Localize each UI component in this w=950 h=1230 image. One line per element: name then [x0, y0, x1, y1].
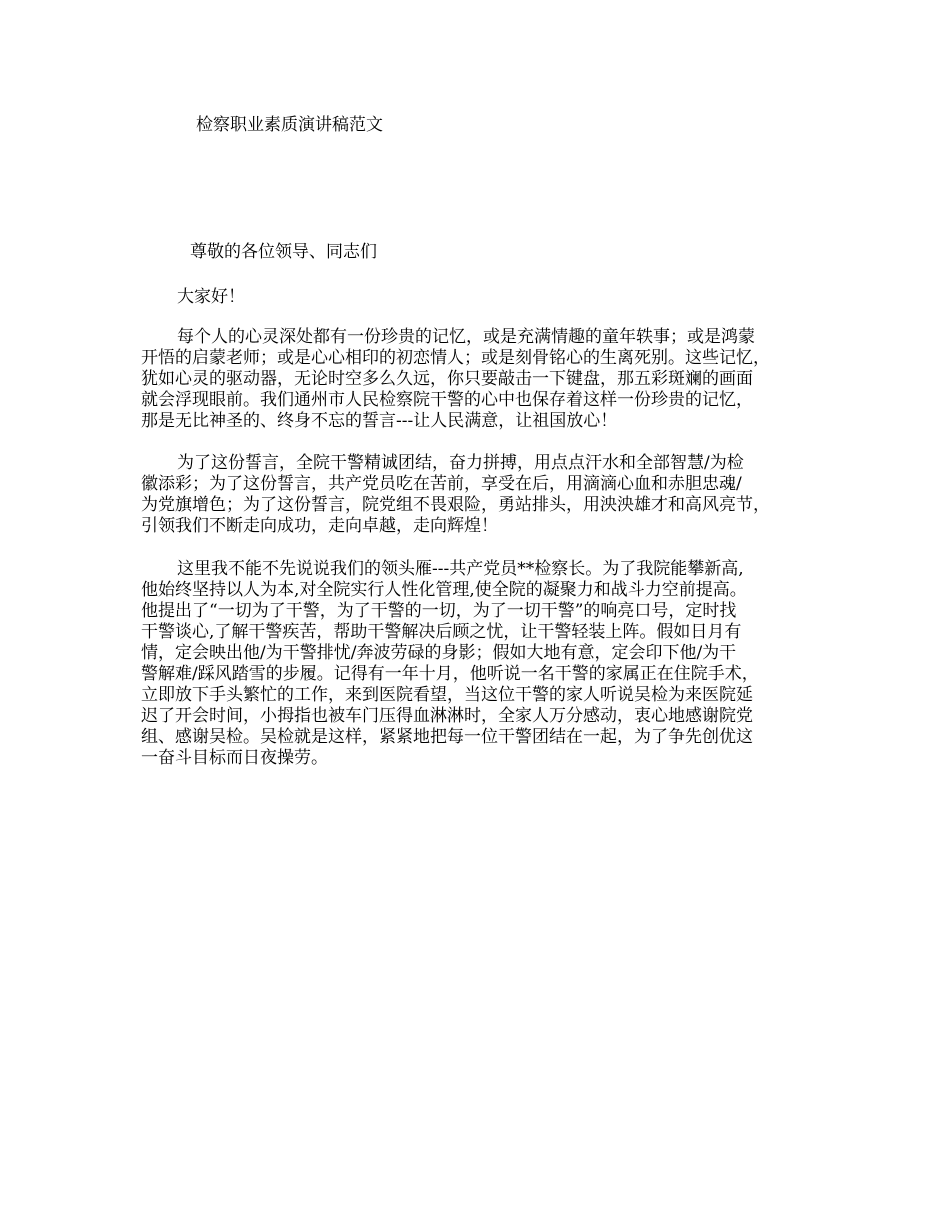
- paragraph-line: 一奋斗目标而日夜操劳。: [141, 748, 328, 768]
- salutation: 尊敬的各位领导、同志们: [190, 242, 377, 262]
- paragraph-line: 组、感谢吴检。吴检就是这样，紧紧地把每一位干警团结在一起，为了争先创优这: [141, 727, 753, 747]
- paragraph-line: 引领我们不断走向成功，走向卓越，走向辉煌！: [141, 516, 498, 536]
- paragraph-line: 情，定会映出他/为干警排忧/奔波劳碌的身影；假如大地有意，定会印下他/为干: [141, 643, 737, 663]
- greeting: 大家好！: [177, 287, 245, 307]
- paragraph-line: 迟了开会时间，小拇指也被车门压得血淋淋时，全家人万分感动，衷心地感谢院党: [141, 706, 753, 726]
- paragraph-line: 徽添彩；为了这份誓言，共产党员吃在苦前，享受在后，用滴滴心血和赤胆忠魂/: [141, 474, 742, 494]
- paragraph-3: [141, 559, 831, 769]
- paragraph-line: 立即放下手头繁忙的工作，来到医院看望，当这位干警的家人听说吴检为来医院延: [141, 685, 753, 705]
- paragraph-line: 这里我不能不先说说我们的领头雁---共产党员**检察长。为了我院能攀新高,: [177, 559, 744, 579]
- paragraph-line: 为了这份誓言，全院干警精诚团结，奋力拼搏，用点点汗水和全部智慧/为检: [177, 453, 744, 473]
- paragraph-line: 开悟的启蒙老师；或是心心相印的初恋情人；或是刻骨铭心的生离死别。这些记忆，: [141, 348, 770, 368]
- paragraph-line: 他始终坚持以人为本,对全院实行人性化管理,使全院的凝聚力和战斗力空前提高。: [141, 580, 747, 600]
- paragraph-line: 犹如心灵的驱动器，无论时空多么久远，你只要敲击一下键盘，那五彩斑斓的画面: [141, 369, 753, 389]
- paragraph-line: 他提出了“一切为了干警，为了干警的一切，为了一切干警”的响亮口号，定时找: [141, 601, 737, 621]
- paragraph-line: 警解难/踩风踏雪的步履。记得有一年十月，他听说一名干警的家属正在住院手术，: [141, 664, 759, 684]
- paragraph-line: 就会浮现眼前。我们通州市人民检察院干警的心中也保存着这样一份珍贵的记忆，: [141, 390, 753, 410]
- paragraph-line: 每个人的心灵深处都有一份珍贵的记忆，或是充满情趣的童年轶事；或是鸿蒙: [177, 327, 755, 347]
- paragraph-1: [141, 327, 831, 432]
- paragraph-line: 那是无比神圣的、终身不忘的誓言---让人民满意，让祖国放心！: [141, 411, 618, 431]
- document-title: 检察职业素质演讲稿范文: [196, 115, 383, 135]
- paragraph-line: 干警谈心,了解干警疾苦，帮助干警解决后顾之忧，让干警轻装上阵。假如日月有: [141, 622, 742, 642]
- paragraph-line: 为党旗增色；为了这份誓言，院党组不畏艰险，勇站排头，用泱泱雄才和高风亮节，: [141, 495, 770, 515]
- paragraph-2: [141, 453, 831, 537]
